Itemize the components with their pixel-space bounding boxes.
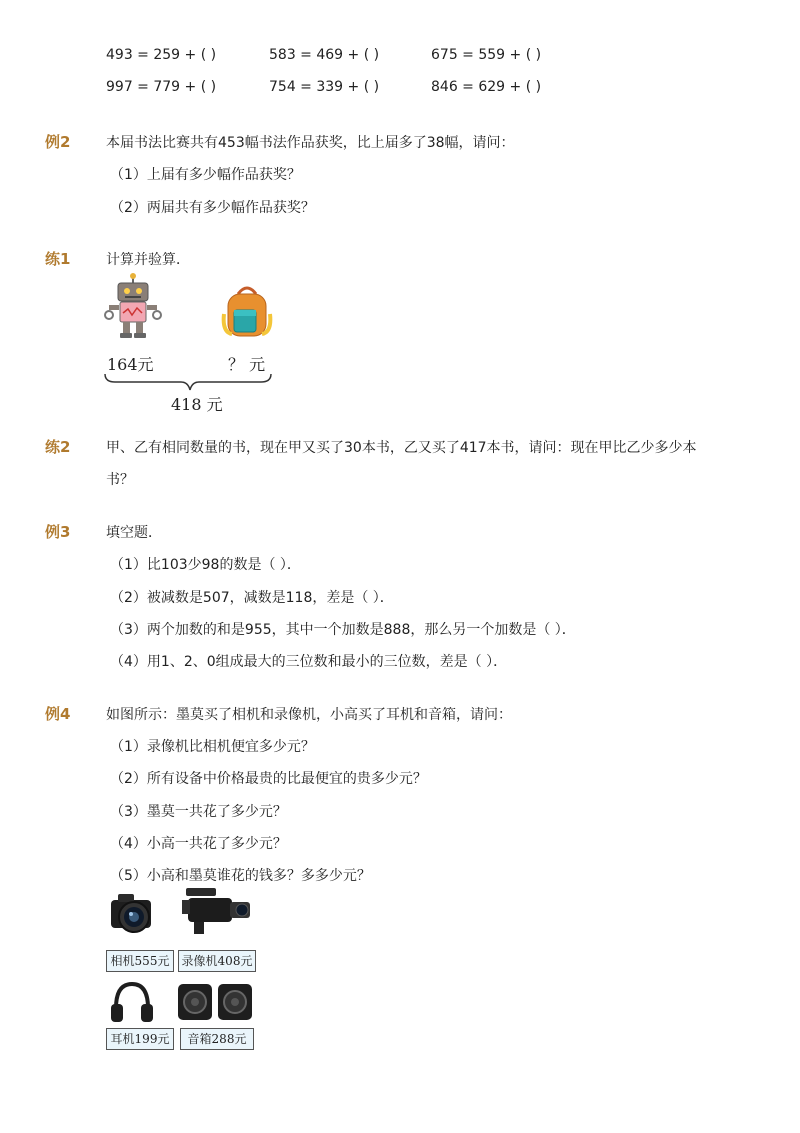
example4-text: 如图所示：墨莫买了相机和录像机，小高买了耳机和音箱，请问： <box>106 707 512 723</box>
speakers-icon <box>176 980 254 1024</box>
example4-question-2: （2）所有设备中价格最贵的比最便宜的贵多少元？ <box>110 771 427 787</box>
example3-question-1: （1）比103少98的数是（ ）． <box>110 557 301 573</box>
equation: 846 = 629 + ( ) <box>431 79 542 95</box>
equation: 754 = 339 + ( ) <box>269 79 380 95</box>
practice2-line1: 甲、乙有相同数量的书，现在甲又买了30本书，乙又买了417本书，请问：现在甲比乙少多少本 <box>106 440 697 456</box>
example4-tag: 例4 <box>45 705 71 723</box>
practice1-text: 计算并验算． <box>106 252 190 268</box>
equation: 583 = 469 + ( ) <box>269 47 380 63</box>
sum-brace <box>103 372 273 394</box>
example3-question-3: （3）两个加数的和是955，其中一个加数是888，那么另一个加数是（ ）． <box>110 622 576 638</box>
example3-text: 填空题． <box>106 525 162 541</box>
practice2-line2: 书？ <box>106 472 134 488</box>
camera-icon <box>108 888 158 938</box>
example3-tag: 例3 <box>45 523 71 541</box>
equation: 675 = 559 + ( ) <box>431 47 542 63</box>
speakers-price-label: 音箱288元 <box>180 1028 254 1050</box>
left-price-label: 164元 <box>107 355 154 374</box>
example2-text: 本届书法比赛共有453幅书法作品获奖，比上届多了38幅，请问： <box>106 135 515 151</box>
example4-question-5: （5）小高和墨莫谁花的钱多？多多少元？ <box>110 868 371 884</box>
equation: 997 = 779 + ( ) <box>106 79 217 95</box>
robot-toy-icon <box>104 273 162 339</box>
example3-question-2: （2）被减数是507，减数是118，差是（ ）． <box>110 590 394 606</box>
example2-question-1: （1）上届有多少幅作品获奖？ <box>110 167 301 183</box>
backpack-icon <box>220 284 274 340</box>
example4-question-3: （3）墨莫一共花了多少元？ <box>110 804 287 820</box>
right-price-label: ？ 元 <box>228 355 266 374</box>
example2-tag: 例2 <box>45 133 71 151</box>
equation: 493 = 259 + ( ) <box>106 47 217 63</box>
example2-question-2: （2）两届共有多少幅作品获奖？ <box>110 200 315 216</box>
video-camera-icon <box>180 884 254 938</box>
example4-question-1: （1）录像机比相机便宜多少元？ <box>110 739 315 755</box>
headphones-icon <box>108 980 156 1024</box>
practice2-tag: 练2 <box>45 438 71 456</box>
total-price-label: 418 元 <box>171 395 223 414</box>
video-camera-price-label: 录像机408元 <box>178 950 256 972</box>
headphones-price-label: 耳机199元 <box>106 1028 174 1050</box>
example3-question-4: （4）用1、2、0组成最大的三位数和最小的三位数，差是（ ）． <box>110 654 508 670</box>
camera-price-label: 相机555元 <box>106 950 174 972</box>
practice1-tag: 练1 <box>45 250 71 268</box>
example4-question-4: （4）小高一共花了多少元？ <box>110 836 287 852</box>
